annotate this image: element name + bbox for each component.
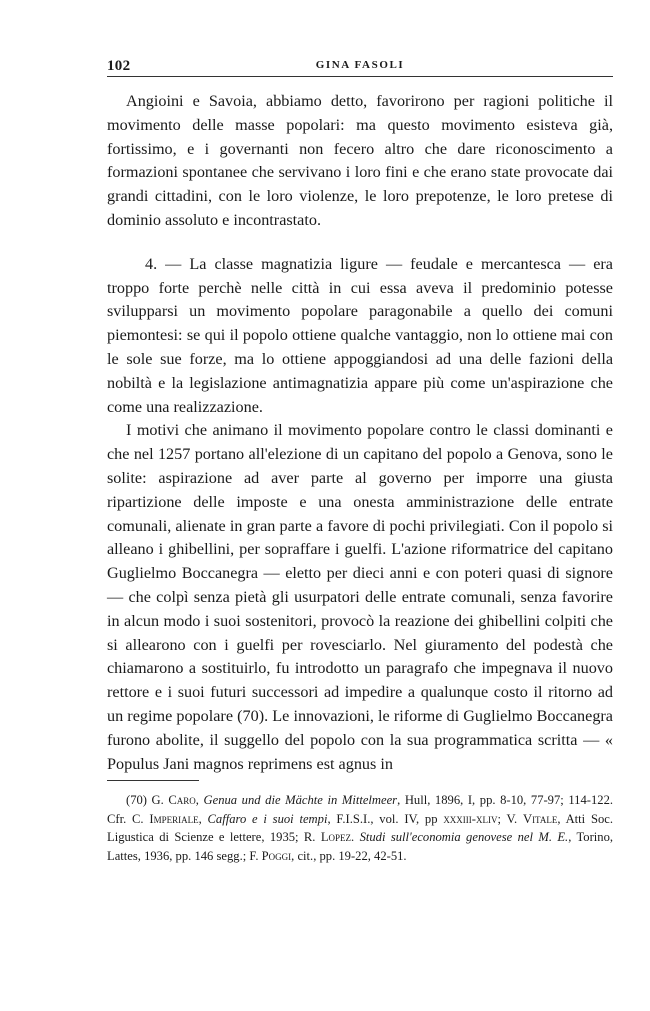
footnote-segment: xxxiii-xliv bbox=[443, 811, 498, 826]
footnote-segment: Caro bbox=[168, 793, 196, 807]
footnote-segment: , F.I.S.I., vol. IV, pp bbox=[327, 811, 444, 826]
footnote-segment: . bbox=[351, 830, 360, 845]
footnote-segment: , bbox=[195, 793, 204, 807]
footnote-segment: , Hull, 1896, I, pp. 8-10, 77-97; 114-122. Cfr. C. bbox=[107, 793, 614, 826]
footnote-segment: Vitale bbox=[522, 811, 558, 826]
footnote-segment: Imperiale bbox=[149, 811, 199, 826]
running-head bbox=[107, 58, 613, 77]
footnote-text bbox=[107, 793, 613, 863]
footnote-segment: G. bbox=[146, 793, 169, 807]
footnote-segment: Poggi bbox=[261, 848, 292, 863]
footnote-segment: ; V. bbox=[497, 811, 523, 826]
footnote-segment: Genua und die Mächte in Mittelmeer bbox=[203, 793, 398, 807]
footnote-segment: Lopez bbox=[320, 830, 352, 845]
body-paragraph: Angioini e Savoia, abbiamo detto, favorirono per ragioni politiche il movimento delle masse popolari: ma questo movimento esisteva già, fortissimo, e i governanti non fecero altro che dare riconoscimento a formazioni spontanee che servivano i loro fini e che erano state provocate dai grandi cittadini, con le loro violenze, le loro prepotenze, le loro pretese di dominio assoluto e incontrastato. bbox=[107, 92, 613, 229]
footnote-segment: , Atti Soc. Ligustica di Scienze e lettere, 1935; R. bbox=[107, 811, 613, 845]
footnote-mark: (70) bbox=[126, 793, 147, 807]
body-paragraph: I motivi che animano il movimento popolare contro le classi dominanti e che nel 1257 portano all'elezione di un capitano del popolo a Genova, sono le solite: aspirazione ad aver parte al governo per imporre una giusta ripartizione delle imposte e una onesta amministrazione delle entrate comunali, alienate in gran parte a favore di pochi privilegiati. Con il popolo si alleano i ghibellini, per sopraffare i guelfi. L'azione riformatrice del capitano Guglielmo Boccanegra — eletto per dieci anni e con poteri quasi di signore — che colpì senza pietà gli usurpatori delle entrate comunali, senza favorire in alcun modo i suoi sostenitori, provocò la reazione dei ghibellini colpiti che si allearono con i guelfi per rovesciarlo. Nel giuramento del podestà che chiamarono a sostituirlo, fu introdotto un paragrafo che impegnava il nuovo rettore e i suoi futuri successori ad impedire a qualunque costo il ritorno ad un regime popolare (70). Le innovazioni, le riforme di Guglielmo Boccanegra furono abolite, il suggello del popolo con la sua programmatica scritta — « Populus Jani magnos reprimens est agnus in bbox=[107, 421, 613, 773]
footnote-segment: , cit., pp. 19-22, 42-51. bbox=[291, 848, 407, 863]
footnote-segment: Caffaro e i suoi tempi bbox=[207, 811, 328, 826]
footnote-segment: , Torino, Lattes, 1936, pp. 146 segg.; F. bbox=[107, 830, 614, 863]
footnote-separator bbox=[107, 780, 199, 781]
body-paragraph: 4. — La classe magnatizia ligure — feudale e mercantesca — era troppo forte perchè nelle città in cui essa aveva il predominio potesse svilupparsi un movimento popolare paragonabile a quello dei comuni piemontesi: se qui il popolo ottiene qualche vantaggio, non lo ottiene mai con le sole sue forze, ma lo ottiene appoggiandosi ad una delle fazioni della nobiltà e la legislazione antimagnatizia appare più come un'aspirazione che come una realizzazione. bbox=[107, 254, 613, 416]
body-text bbox=[107, 90, 613, 776]
footnote-segment: , bbox=[198, 811, 208, 826]
running-title: GINA FASOLI bbox=[315, 59, 405, 71]
footnote bbox=[107, 791, 613, 865]
footnote-segment: Studi sull'economia genovese nel M. E. bbox=[359, 830, 569, 845]
page-number: 102 bbox=[107, 58, 131, 74]
footnotes bbox=[107, 791, 613, 865]
